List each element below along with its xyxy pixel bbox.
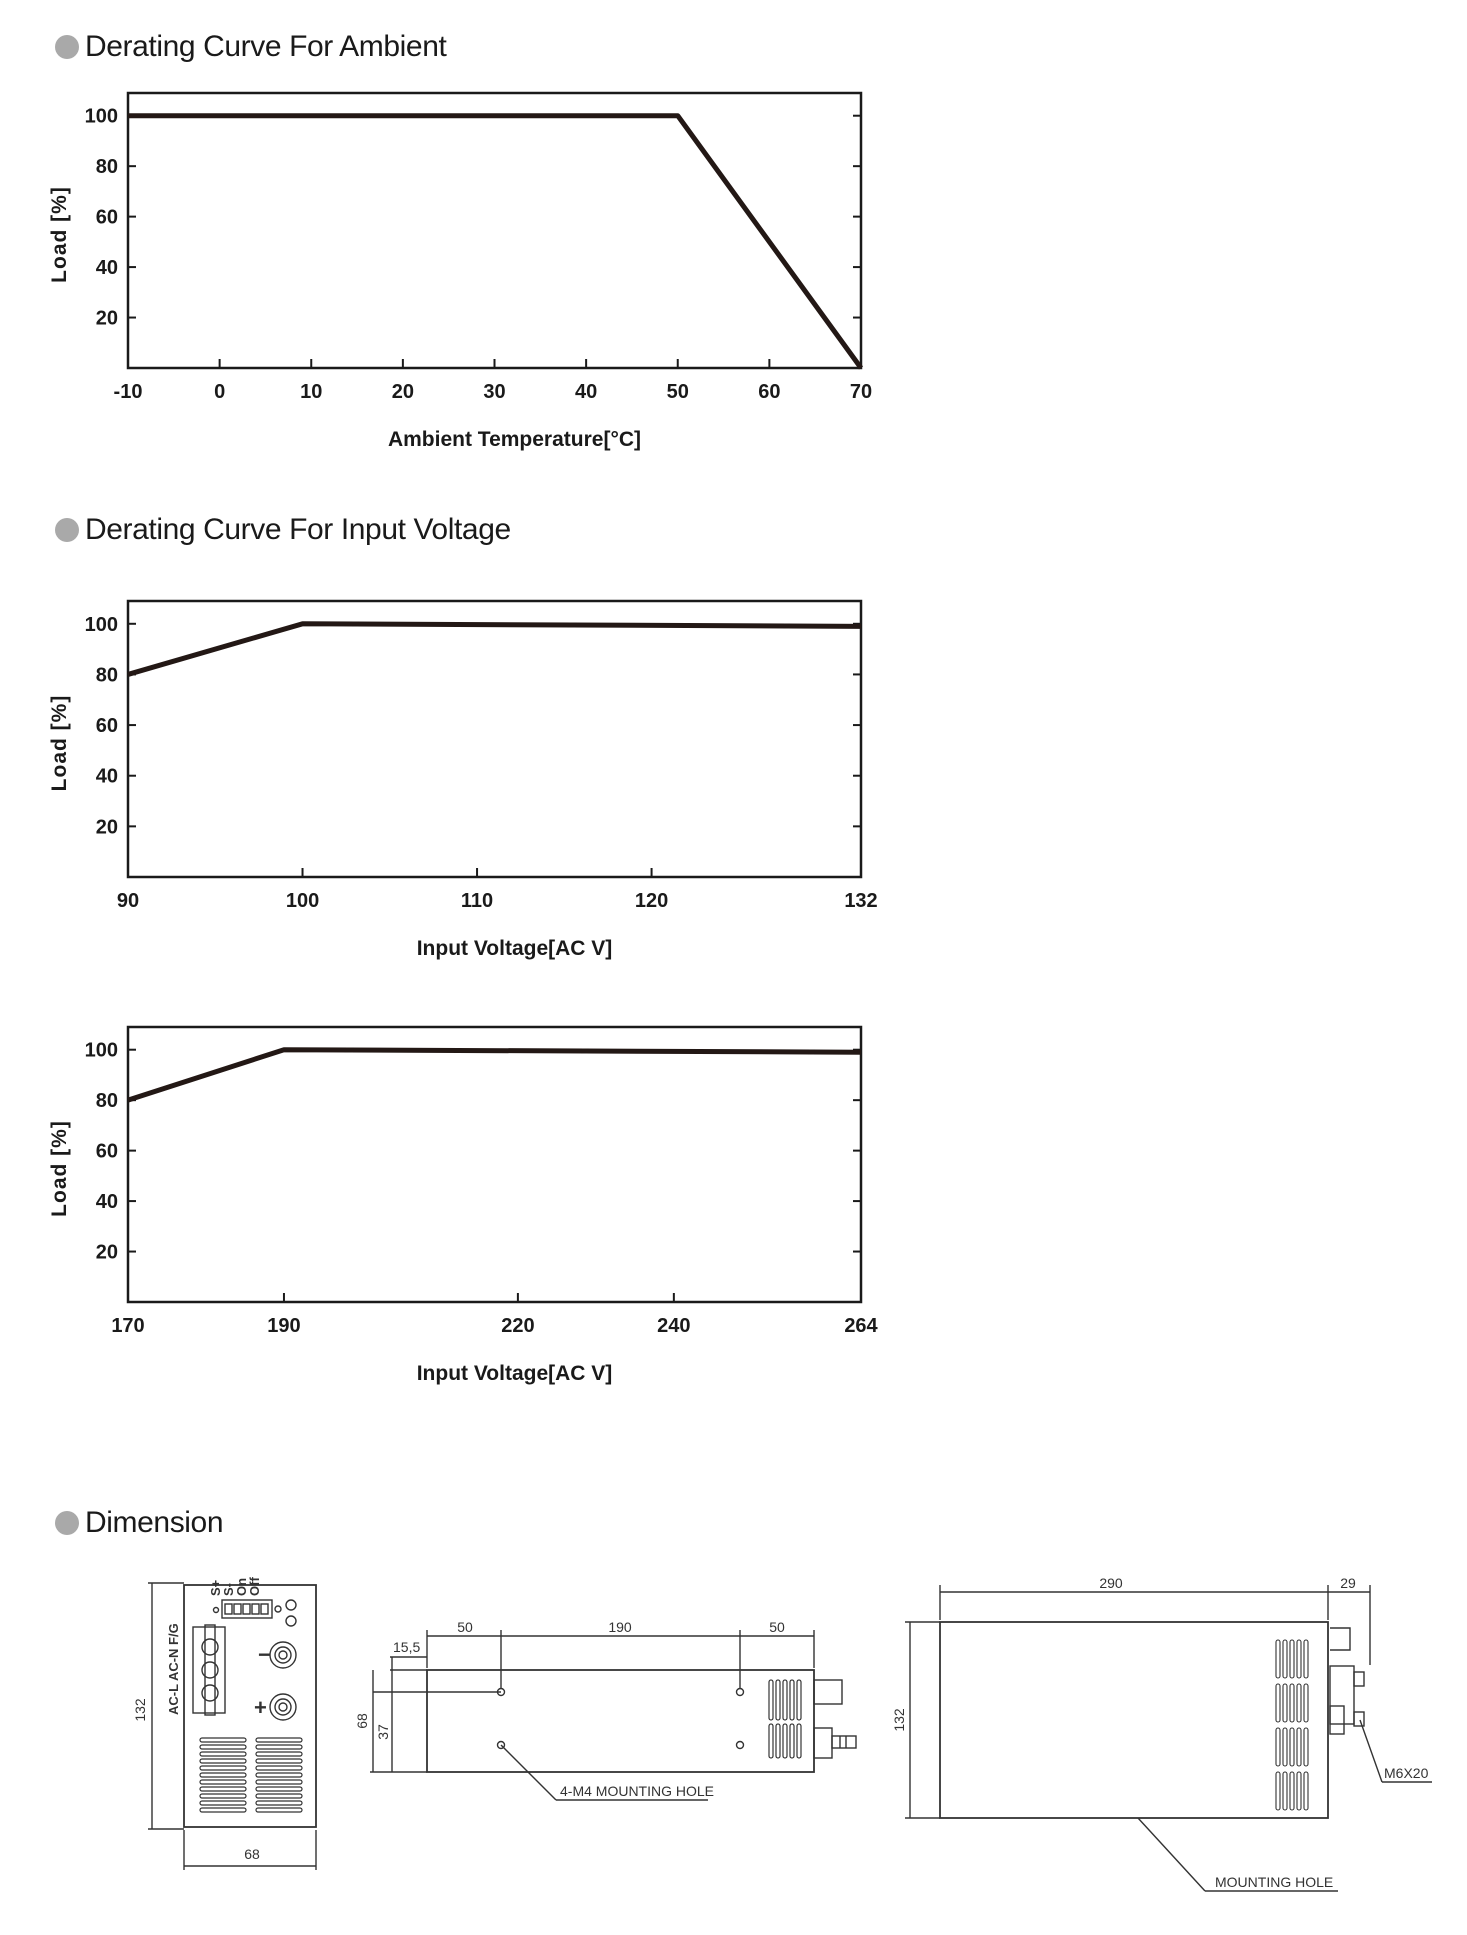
side-dim-50-right: 50 [769,1619,785,1635]
x-axis-label: Ambient Temperature[°C] [387,428,642,451]
y-tick-label: 100 [84,1039,118,1062]
vent-slot [256,1738,302,1742]
x-tick-label: 120 [634,890,669,912]
x-tick-label: 240 [657,1315,691,1337]
x-tick-label: 70 [849,381,873,403]
vent-slot [783,1724,787,1758]
x-tick-label: -10 [113,381,143,403]
y-tick-label: 80 [95,1090,118,1113]
vent-slot [769,1680,773,1720]
vent-slot [256,1766,302,1770]
minus-terminal-icon [270,1642,296,1668]
vent-slot [797,1680,801,1720]
vent-slot [783,1724,787,1758]
vent-slot [797,1724,801,1758]
vent-slot [1283,1684,1287,1722]
vent-slot [790,1724,794,1758]
vent-slot [256,1808,302,1812]
vent-slot [1304,1772,1308,1810]
vent-slot [256,1752,302,1756]
minus-label: − [258,1642,271,1667]
vent-slot [256,1759,302,1763]
y-tick-label: 40 [95,1191,118,1214]
vent-slot [1283,1772,1287,1810]
front-vents [200,1738,302,1812]
y-tick-label: 20 [95,307,118,330]
vent-slot [200,1787,246,1791]
vent-slot [776,1680,780,1720]
vent-slot [776,1680,780,1720]
top-length-label: 290 [1099,1575,1123,1591]
x-tick-label: 190 [267,1315,301,1337]
y-tick-label: 80 [95,156,118,179]
x-tick-label: 20 [391,381,414,403]
x-tick-label: 30 [483,381,506,403]
y-axis-label: Load [%] [48,1120,71,1217]
vent-slot [1290,1640,1294,1678]
vent-slot [200,1745,246,1749]
side-dim-50-left: 50 [457,1619,473,1635]
vent-slot [1276,1772,1280,1810]
top-extra-label: 29 [1340,1575,1356,1591]
x-tick-label: 10 [300,381,323,403]
vent-slot [256,1780,302,1784]
side-dim-190: 190 [608,1619,632,1635]
section-title-ambient: Derating Curve For Ambient [85,30,447,63]
y-tick-label: 60 [95,206,118,229]
y-axis-label: Load [%] [48,694,71,792]
y-tick-label: 100 [84,105,118,128]
vent-slot [769,1680,773,1720]
section-title-input-voltage: Derating Curve For Input Voltage [85,513,511,546]
vent-slot [790,1724,794,1758]
vent-slot [783,1680,787,1720]
vent-slot [769,1724,773,1758]
terminal-label-s-minus: S- [221,1583,236,1596]
screw-label: M6X20 [1384,1765,1429,1781]
x-tick-label: 90 [116,890,140,912]
side-mounting-hole-label: 4-M4 MOUNTING HOLE [560,1783,715,1799]
section-title-dimension: Dimension [85,1506,224,1539]
y-tick-label: 60 [95,715,118,738]
terminal-label-s-plus: S+ [208,1579,223,1596]
vent-slot [1283,1728,1287,1766]
vent-slot [200,1794,246,1798]
plus-label: + [254,1695,267,1720]
vent-slot [1276,1684,1280,1722]
vent-slot [1297,1772,1301,1810]
x-tick-label: 264 [844,1315,878,1337]
x-tick-label: 100 [285,890,320,912]
vent-slot [200,1738,246,1742]
y-tick-label: 100 [84,613,118,636]
vent-slot [776,1724,780,1758]
y-tick-label: 60 [95,1140,118,1163]
vent-slot [1290,1684,1294,1722]
x-tick-label: 0 [214,381,226,403]
vent-slot [256,1801,302,1805]
x-tick-label: 60 [758,381,781,403]
top-mounting-hole-label: MOUNTING HOLE [1215,1874,1334,1890]
x-axis-label: Input Voltage[AC V] [416,1362,613,1385]
vent-slot [1290,1772,1294,1810]
vent-slot [200,1773,246,1777]
vent-slot [1283,1640,1287,1678]
x-tick-label: 110 [460,890,494,912]
top-height-label: 132 [891,1708,907,1732]
x-tick-label: 132 [844,890,878,912]
vent-slot [1276,1640,1280,1678]
vent-slot [1304,1684,1308,1722]
y-tick-label: 40 [95,765,118,788]
vent-slot [200,1752,246,1756]
y-tick-label: 80 [95,664,118,687]
vent-slot [200,1780,246,1784]
y-tick-label: 40 [95,257,118,280]
x-tick-label: 50 [666,381,689,403]
vent-slot [200,1766,246,1770]
signal-terminal-block [222,1600,272,1618]
side-hole-height-label: 37 [375,1724,391,1740]
ac-terminal-label: AC-L AC-N F/G [166,1623,181,1715]
y-tick-label: 20 [95,1241,118,1264]
x-axis-label: Input Voltage[AC V] [416,937,613,960]
y-tick-label: 20 [95,816,118,839]
ac-terminal-block [193,1627,225,1713]
vent-slot [797,1680,801,1720]
vent-slot [1290,1728,1294,1766]
vent-slot [790,1680,794,1720]
vent-slot [1276,1728,1280,1766]
x-tick-label: 170 [111,1315,145,1337]
plus-terminal-icon [270,1694,296,1720]
vent-slot [769,1724,773,1758]
vent-slot [256,1794,302,1798]
vent-slot [200,1759,246,1763]
top-view-outline [940,1622,1328,1818]
side-vents [769,1680,801,1758]
vent-slot [200,1808,246,1812]
x-tick-label: 220 [501,1315,535,1337]
vent-slot [200,1801,246,1805]
vent-slot [256,1745,302,1749]
top-vents [1276,1640,1308,1810]
vent-slot [1297,1684,1301,1722]
side-view-outline [427,1670,814,1772]
terminal-label-off: Off [247,1577,262,1596]
vent-slot [1304,1728,1308,1766]
y-axis-label: Load [%] [48,186,71,283]
front-width-label: 68 [244,1846,260,1862]
vent-slot [1297,1640,1301,1678]
vent-slot [256,1787,302,1791]
vent-slot [256,1773,302,1777]
side-offset-label: 15,5 [393,1639,421,1655]
x-tick-label: 40 [575,381,598,403]
vent-slot [790,1680,794,1720]
vent-slot [797,1724,801,1758]
vent-slot [1297,1728,1301,1766]
terminal-label-on: On [234,1577,249,1596]
side-height-label: 68 [354,1713,370,1729]
vent-slot [776,1724,780,1758]
vent-slot [1304,1640,1308,1678]
front-height-label: 132 [132,1698,148,1722]
vent-slot [783,1680,787,1720]
